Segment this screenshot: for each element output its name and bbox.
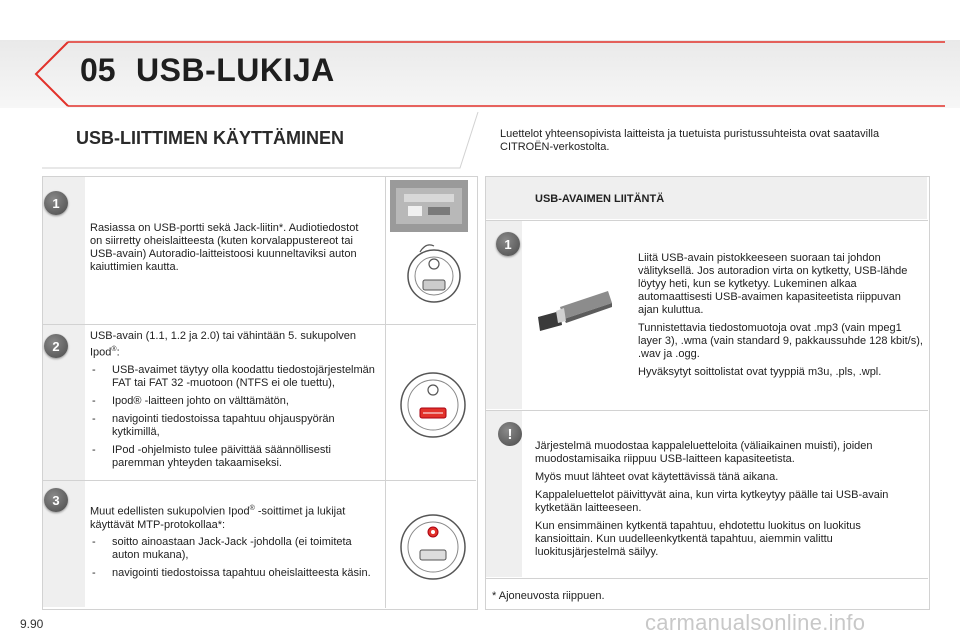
usb-paragraph-3: Hyväksytyt soittolistat ovat tyyppiä m3u, .pls, .wpl. (638, 366, 882, 378)
list-item: - navigointi tiedostoissa tapahtuu oheislaitteesta käsin. (90, 567, 375, 580)
warning-text (535, 440, 920, 559)
usb-stick-icon (530, 285, 620, 335)
step-2-text (90, 330, 375, 475)
center-console-image (390, 180, 470, 320)
usb-paragraph-2: Tunnistettavia tiedostomuotoja ovat .mp3 (vain mpeg1 layer 3), .wma (vain standard 9, pakkaussuhde 128 kbit/s), .wav ja .ogg. (638, 322, 923, 360)
usb-port-cover-icon (408, 250, 460, 302)
step-badge-3: 3 (44, 488, 68, 512)
watermark: carmanualsonline.info (645, 610, 866, 635)
left-row-divider-2 (42, 480, 476, 481)
warning-paragraph-4: Kun ensimmäinen kytkentä tapahtuu, ehdotettu luokitus on luokitus kansioittain. Kun uudelleenkytkentä tapahtuu, aiemmin valittu luokitusjärjestelmä säilyy. (535, 520, 861, 558)
intro-note: Luettelot yhteensopivista laitteista ja tuetuista puristussuhteista ovat saatavilla CITROËN-verkostolta. (500, 128, 880, 153)
page-number: 9.90 (20, 617, 44, 631)
right-divider-1 (485, 220, 928, 221)
list-item: - soitto ainoastaan Jack-Jack -johdolla (ei toimiteta auton mukana), (90, 536, 375, 562)
step-badge-2: 2 (44, 334, 68, 358)
chapter-number: 05 (80, 52, 116, 88)
warning-paragraph-3: Kappaleluettelot päivittyvät aina, kun virta kytkeytyy päälle tai USB-avain kytketään laitteeseen. (535, 489, 889, 514)
step-2-intro: USB-avain (1.1, 1.2 ja 2.0) tai vähintään 5. sukupolven Ipod®: (90, 330, 356, 359)
step-badge-1: 1 (44, 191, 68, 215)
right-divider-2 (485, 410, 928, 411)
warning-paragraph-2: Myös muut lähteet ovat käytettävissä tänä aikana. (535, 471, 779, 483)
footnote: * Ajoneuvosta riippuen. (492, 590, 605, 602)
left-row-divider-1 (42, 324, 476, 325)
list-item: - navigointi tiedostoissa tapahtuu ohjauspyörän kytkimillä, (90, 413, 375, 439)
left-image-divider (385, 176, 386, 608)
warning-icon: ! (498, 422, 522, 446)
list-item: - Ipod® -laitteen johto on välttämätön, (90, 395, 375, 408)
chapter-title: USB-LUKIJA (136, 52, 335, 88)
list-item: - IPod -ohjelmisto tulee päivittää säännöllisesti paremman yhteyden takaamiseksi. (90, 444, 375, 470)
usb-port-icon (398, 370, 468, 440)
step-3-text (90, 502, 375, 585)
jack-port-icon (398, 512, 468, 582)
right-divider-3 (485, 578, 928, 579)
section-title: USB-LIITTIMEN KÄYTTÄMINEN (76, 128, 344, 148)
list-item: - USB-avaimet täytyy olla koodattu tiedostojärjestelmän FAT tai FAT 32 -muotoon (NTFS ei ole tuettu), (90, 364, 375, 390)
usb-key-instructions (638, 252, 923, 379)
usb-step-badge-1: 1 (496, 232, 520, 256)
step-1-text: Rasiassa on USB-portti sekä Jack-liitin*. Audiotiedostot on siirretty oheislaitteesta (kuten korvalappustereot tai USB-avain) Autoradio-laitteistoosi kuunneltaviksi auton kaiuttimien kautta. (90, 222, 359, 273)
usb-paragraph-1: Liitä USB-avain pistokkeeseen suoraan tai johdon välityksellä. Jos autoradion virta on kytketty, USB-lähde löytyy heti, kun se kytketyy. Lukeminen alkaa automaattisesti USB-avaimen kapasiteetista riippuvan ajan kuluttua. (638, 252, 908, 316)
warning-paragraph-1: Järjestelmä muodostaa kappaleluetteloita (väliaikainen muisti), joiden muodostamisaika riippuu USB-laitteen kapasiteetista. (535, 440, 873, 465)
usb-key-connection-title: USB-AVAIMEN LIITÄNTÄ (535, 193, 665, 205)
left-gutter (43, 177, 85, 607)
section-title-frame (40, 110, 480, 170)
step-3-intro: Muut edellisten sukupolvien Ipod® -soittimet ja lukijat käyttävät MTP-protokollaa*: (90, 505, 346, 531)
